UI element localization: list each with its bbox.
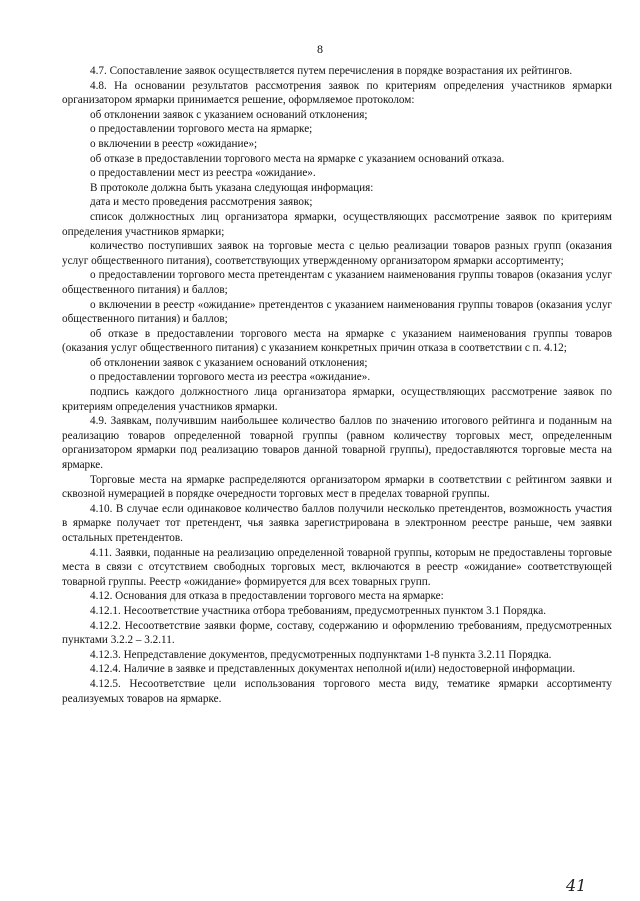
paragraph: о включении в реестр «ожидание» претендентов с указанием наименования группы товаров (оказания услуг общественного питания) и баллов; (62, 298, 612, 326)
paragraph: 4.8. На основании результатов рассмотрения заявок по критериям определения участников ярмарки организатором ярмарки принимается решение, оформляемое протоколом: (62, 79, 612, 107)
document-body (62, 64, 612, 706)
paragraph: подпись каждого должностного лица организатора ярмарки, осуществляющих рассмотрение заявок по критериям определения участников ярмарки. (62, 386, 612, 413)
paragraph: о предоставлении мест из реестра «ожидание». (90, 167, 316, 180)
paragraph: 4.12.1. Несоответствие участника отбора требованиям, предусмотренных пунктом 3.1 Порядка. (90, 604, 547, 617)
paragraph: о предоставлении торгового места из реестра «ожидание». (90, 371, 371, 384)
page-number: 8 (317, 42, 323, 56)
paragraph: Торговые места на ярмарке распределяются организатором ярмарки в соответствии с рейтингом заявки и сквозной нумерацией в порядке очередности торговых мест в пределах товарной группы. (62, 473, 612, 501)
paragraph: об отклонении заявок с указанием оснований отклонения; (90, 356, 368, 369)
paragraph: о предоставлении торгового места на ярмарке; (90, 123, 313, 136)
paragraph: 4.12.5. Несоответствие цели использования торгового места виду, тематике ярмарки ассортименту реализуемых товаров на ярмарке. (62, 677, 612, 705)
paragraph: 4.10. В случае если одинаковое количество баллов получили несколько претендентов, возможность участия в ярмарке получает тот претендент, чья заявка зарегистрирована в электронном реестре раньше, чем заявки остальных претендентов. (62, 502, 612, 544)
paragraph: дата и место проведения рассмотрения заявок; (90, 196, 313, 209)
paragraph: 4.9. Заявкам, получившим наибольшее количество баллов по значению итогового рейтинга и поданным на реализацию товаров определенной товарной группы (равном количеству торговых мест, определенным организатором ярмарки под реализацию товаров данной товарной группы), предоставляются торговые места на ярмарке. (62, 415, 612, 472)
paragraph: 4.12.4. Наличие в заявке и представленных документах неполной и(или) недостоверной информации. (90, 663, 576, 676)
paragraph: об отказе в предоставлении торгового места на ярмарке с указанием оснований отказа. (90, 152, 505, 165)
paragraph: о включении в реестр «ожидание»; (90, 137, 258, 150)
paragraph: 4.7. Сопоставление заявок осуществляется путем перечисления в порядке возрастания их рейтингов. (90, 65, 573, 77)
handwritten-page-note: 41 (566, 876, 587, 895)
paragraph: В протоколе должна быть указана следующая информация: (90, 181, 374, 194)
paragraph: 4.12.3. Непредставление документов, предусмотренных подпунктами 1-8 пункта 3.2.11 Порядка. (90, 648, 552, 661)
paragraph: о предоставлении торгового места претендентам с указанием наименования группы товаров (оказания услуг общественного питания) и баллов; (62, 269, 612, 296)
paragraph: список должностных лиц организатора ярмарки, осуществляющих рассмотрение заявок по критериям определения участников ярмарки; (62, 210, 612, 238)
paragraph: об отклонении заявок с указанием оснований отклонения; (90, 108, 368, 121)
paragraph: об отказе в предоставлении торгового места на ярмарке с указанием наименования группы товаров (оказания услуг общественного питания) с указанием конкретных причин отказа в соответствии с п. 4.12; (62, 327, 612, 355)
paragraph: 4.11. Заявки, поданные на реализацию определенной товарной группы, которым не предоставлены торговые места в связи с отсутствием свободных торговых мест, включаются в реестр «ожидание» соответствующей товарной группы. Реестр «ожидание» формируется для всех товарных групп. (62, 546, 612, 588)
paragraph: 4.12. Основания для отказа в предоставлении торгового места на ярмарке: (90, 590, 444, 603)
paragraph: 4.12.2. Несоответствие заявки форме, составу, содержанию и оформлению требованиям, предусмотренных пунктами 3.2.2 – 3.2.11. (62, 619, 612, 647)
paragraph: количество поступивших заявок на торговые места с целью реализации товаров разных групп (оказания услуг общественного питания), соответствующих утвержденному организатором ярмарки ассортименту; (62, 240, 612, 267)
